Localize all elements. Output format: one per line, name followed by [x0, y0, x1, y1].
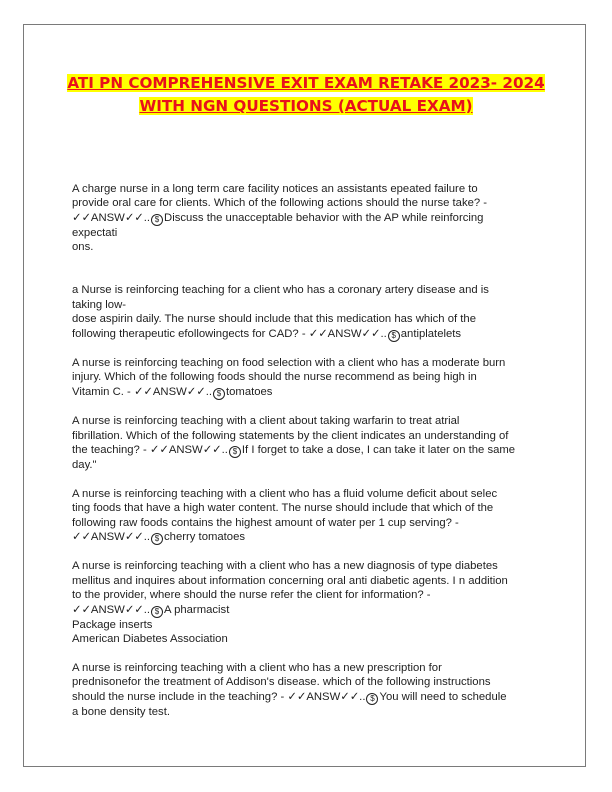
question-text-line: provide oral care for clients. Which of the following actions should the nurse take? - — [72, 197, 488, 210]
question-block — [72, 182, 547, 255]
answer-text-line: day." — [72, 459, 97, 472]
question-block — [72, 356, 547, 400]
question-text: Vitamin C. - — [72, 385, 131, 398]
answer-line — [72, 603, 547, 618]
answer-marker: ✓✓ANSW✓✓.. — [72, 531, 151, 544]
answer-marker: ✓✓ANSW✓✓.. — [149, 444, 228, 457]
answer-text-line: expectati — [72, 226, 118, 239]
answer-text: cherry tomatoes — [164, 531, 246, 544]
title-line-2: WITH NGN QUESTIONS (ACTUAL EXAM) — [139, 97, 473, 115]
question-block — [72, 661, 547, 719]
question-text-line: a Nurse is reinforcing teaching for a client who has a coronary artery disease and is — [72, 284, 489, 297]
questions-list — [72, 182, 547, 733]
answer-text: tomatoes — [225, 385, 273, 398]
question-text-line: A nurse is reinforcing teaching with a client who has a new prescription for — [72, 661, 442, 674]
answer-marker: ✓✓ANSW✓✓.. — [72, 603, 151, 616]
answer-icon: $ — [151, 533, 163, 545]
question-text-line: A charge nurse in a long term care facility notices an assistants epeated failure to — [72, 183, 478, 195]
answer-marker: ✓✓ANSW✓✓.. — [133, 385, 212, 398]
answer-marker: ✓✓ANSW✓✓.. — [308, 327, 387, 340]
question-text-line: A nurse is reinforcing teaching with a client who has a new diagnosis of type diabetes — [72, 560, 498, 573]
answer-marker: ✓✓ANSW✓✓.. — [287, 690, 366, 703]
answer-text-line: American Diabetes Association — [72, 633, 228, 646]
answer-line — [72, 690, 547, 705]
answer-text-line: ons. — [72, 241, 94, 254]
question-text-line: A nurse is reinforcing teaching with a client who has a fluid volume deficit about selec — [72, 487, 498, 500]
answer-text-line: a bone density test. — [72, 705, 170, 718]
document-title — [40, 72, 572, 118]
answer-line — [72, 530, 547, 545]
question-text-line: A nurse is reinforcing teaching on food selection with a client who has a moderate burn — [72, 357, 506, 370]
answer-text: A pharmacist — [164, 603, 230, 616]
question-block — [72, 283, 547, 341]
answer-marker: ✓✓ANSW✓✓.. — [72, 211, 151, 224]
question-text-line: ting foods that have a high water content. The nurse should include that which of the — [72, 502, 494, 515]
question-text-line: prednisonefor the treatment of Addison's disease. which of the following instructions — [72, 676, 491, 689]
answer-icon: $ — [366, 693, 378, 705]
answer-line — [72, 211, 547, 226]
answer-icon: $ — [151, 606, 163, 618]
question-text-line: A nurse is reinforcing teaching with a client about taking warfarin to treat atrial — [72, 415, 460, 428]
question-text-line: following raw foods contains the highest amount of water per 1 cup serving? - — [72, 516, 459, 529]
question-text-line: fibrillation. Which of the following statements by the client indicates an understanding of — [72, 429, 509, 442]
answer-line — [72, 327, 547, 342]
answer-line — [72, 443, 547, 458]
question-text: following therapeutic efollowingects for CAD? - — [72, 327, 306, 340]
answer-text-line: Package inserts — [72, 618, 153, 631]
question-text: the teaching? - — [72, 444, 147, 457]
question-block — [72, 487, 547, 545]
question-text-line: dose aspirin daily. The nurse should include that this medication has which of the — [72, 313, 476, 326]
answer-line — [72, 385, 547, 400]
title-line-1: ATI PN COMPREHENSIVE EXIT EXAM RETAKE 2023- 2024 — [67, 74, 545, 92]
question-text-line: to the provider, where should the nurse refer the client for information? - — [72, 589, 431, 602]
question-text-line: mellitus and inquires about information concerning oral anti diabetic agents. I n addition — [72, 574, 508, 587]
question-text-line: taking low- — [72, 298, 126, 311]
answer-text: antiplatelets — [400, 327, 462, 340]
question-block — [72, 414, 547, 472]
question-block — [72, 559, 547, 646]
question-text-line: injury. Which of the following foods should the nurse recommend as being high in — [72, 371, 477, 384]
answer-text: You will need to schedule — [379, 690, 507, 703]
answer-icon: $ — [388, 330, 400, 342]
answer-text: Discuss the unacceptable behavior with the AP while reinforcing — [164, 211, 484, 224]
answer-text: If I forget to take a dose, I can take it later on the same — [241, 444, 516, 457]
answer-icon: $ — [151, 214, 163, 226]
question-text: should the nurse include in the teaching? - — [72, 690, 285, 703]
answer-icon: $ — [229, 446, 241, 458]
answer-icon: $ — [213, 388, 225, 400]
